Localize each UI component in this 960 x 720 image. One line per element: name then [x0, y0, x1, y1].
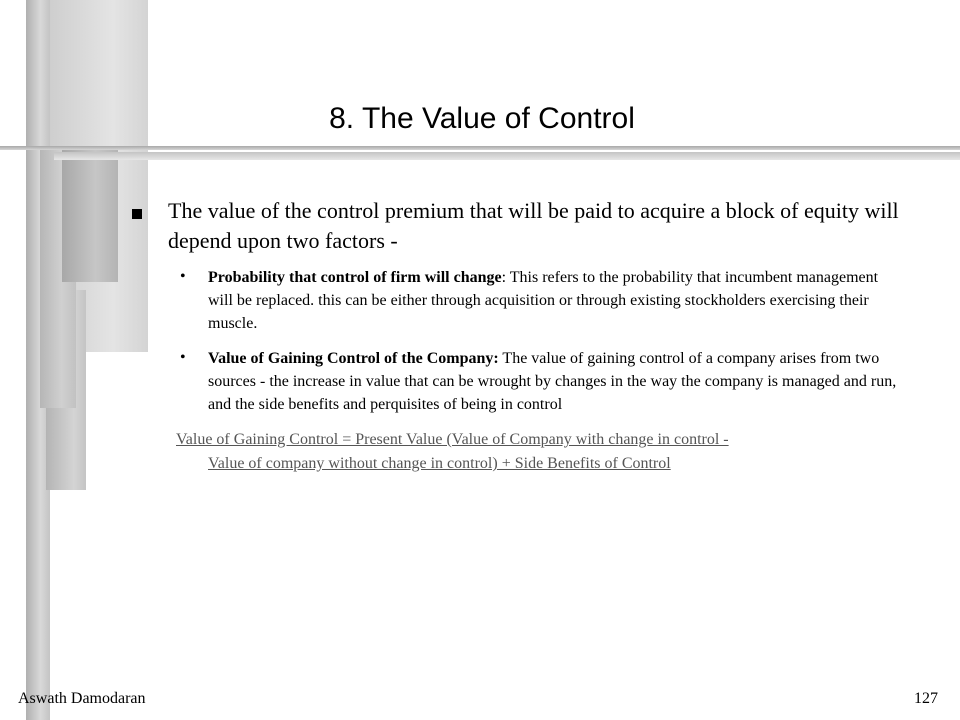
sub-bullet-point — [180, 347, 898, 416]
sub-point-text: : This refers to the probability that incumbent management will be replaced. this can be either through acquisition or through existing stockholders exercising their muscle. — [208, 269, 879, 332]
sub-point-heading: Probability that control of firm will change — [208, 269, 502, 286]
slide-title: 8. The Value of Control — [329, 102, 635, 135]
title-divider-shadow — [54, 152, 960, 160]
page-number: 127 — [914, 690, 938, 707]
square-bullet-icon — [132, 209, 142, 219]
sub-bullet-list — [130, 266, 930, 416]
control-value-formula — [176, 428, 936, 476]
title-divider — [0, 146, 960, 150]
sub-point-text: The value of gaining control of a company arises from two sources - the increase in value that can be wrought by changes in the way the company is managed and run, and the side benefits and perquisites of being in control — [208, 350, 897, 413]
decorative-bar — [62, 150, 118, 282]
dot-bullet-icon: • — [180, 268, 186, 285]
slide-content — [130, 196, 930, 476]
formula-line-1: Value of Gaining Control = Present Value (Value of Company with change in control - — [176, 431, 729, 448]
formula-line-2: Value of company without change in control) + Side Benefits of Control — [208, 455, 671, 472]
main-bullet-point — [130, 196, 930, 256]
sub-point-heading: Value of Gaining Control of the Company: — [208, 350, 499, 367]
main-point-text: The value of the control premium that will be paid to acquire a block of equity will depend upon two factors - — [168, 198, 899, 253]
sub-bullet-point — [180, 266, 898, 335]
footer-author: Aswath Damodaran — [18, 690, 146, 707]
dot-bullet-icon: • — [180, 349, 186, 366]
